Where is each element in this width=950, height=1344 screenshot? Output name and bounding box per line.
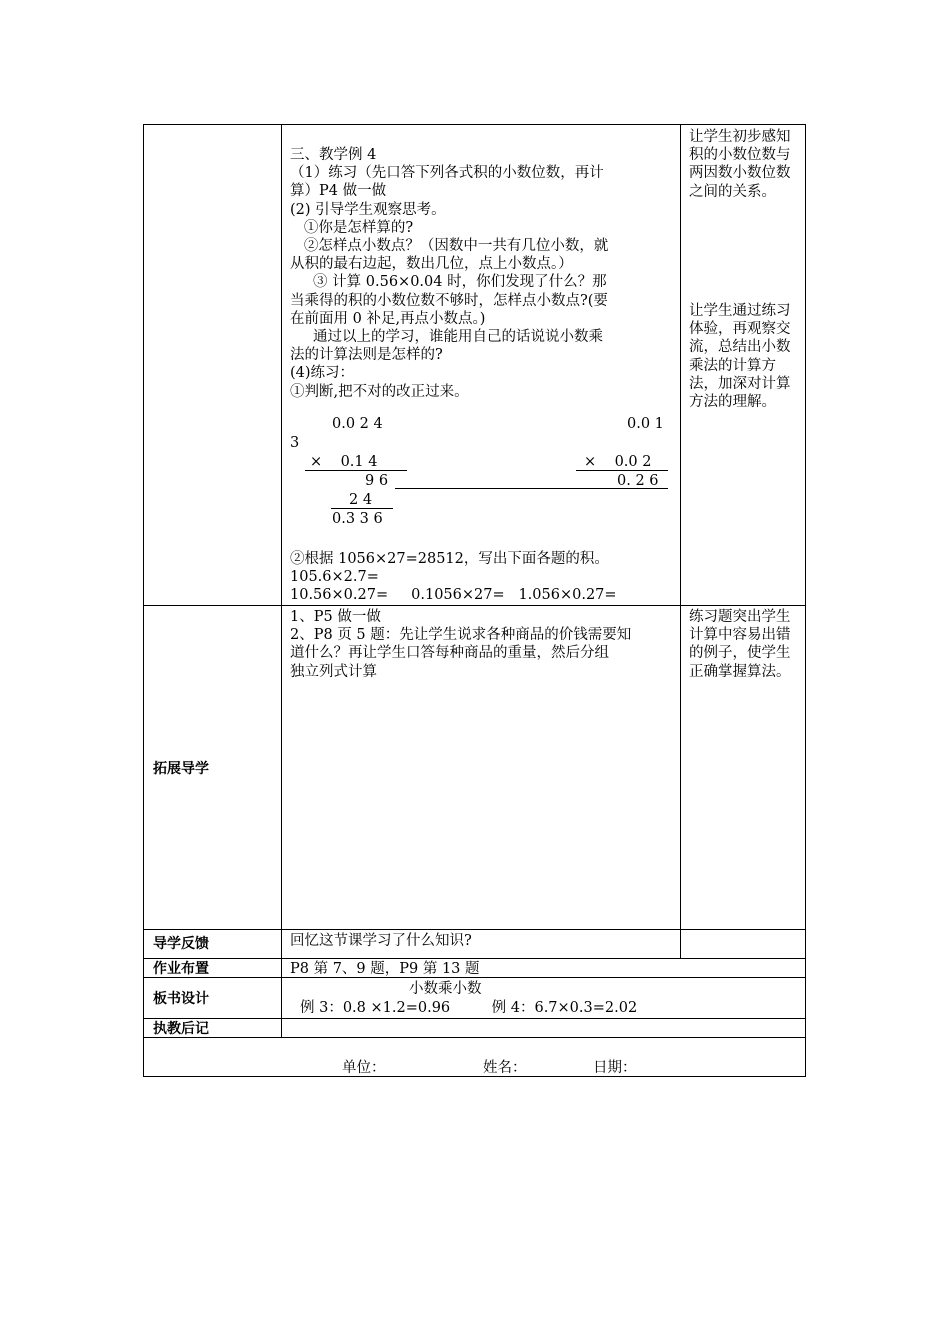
- calc-left-multiplier: × 0.1 4: [310, 454, 378, 470]
- calc-left-result: 0.3 3 6: [332, 511, 383, 527]
- footer-name-label: 姓名：: [483, 1060, 527, 1076]
- content-line: 105.6×2.7=: [290, 569, 379, 586]
- feedback-content: 回忆这节课学习了什么知识?: [290, 933, 472, 949]
- content-line: ①你是怎样算的?: [290, 219, 414, 236]
- calc-left-carry: 3: [290, 435, 300, 451]
- table-border-bottom: [143, 1076, 806, 1077]
- calc-left-underline: [305, 470, 407, 471]
- content-line: (4)练习：: [290, 365, 355, 382]
- design-note: 让学生通过练习体验，再观察交流，总结出小数乘法的计算方法，加深对计算方法的理解。: [689, 303, 791, 411]
- calc-right-result: 0. 2 6: [617, 473, 659, 489]
- row-divider: [143, 605, 806, 606]
- practice-2-block: [290, 550, 675, 605]
- row-divider: [143, 958, 806, 959]
- calc-left-top: 0.0 2 4: [332, 416, 383, 432]
- content-line: 独立列式计算: [290, 663, 377, 680]
- footer-unit-label: 单位：: [342, 1060, 386, 1076]
- row-divider: [143, 929, 806, 930]
- content-line: 通过以上的学习，谁能用自己的话说说小数乘: [290, 329, 604, 346]
- extension-block: [290, 608, 675, 681]
- content-line: (2) 引导学生观察思考。: [290, 201, 446, 218]
- teaching-example-block: [290, 146, 675, 401]
- row-label-extension: 拓展导学: [153, 761, 209, 777]
- content-line: 算）P4 做一做: [290, 183, 387, 200]
- content-line: ②怎样点小数点？（因数中一共有几位小数，就: [290, 238, 609, 255]
- column-divider: [281, 124, 282, 1037]
- table-border-left: [143, 124, 144, 1077]
- row-label-board-design: 板书设计: [153, 991, 209, 1007]
- footer-date-label: 日期：: [593, 1060, 637, 1076]
- calc-right-underline: [576, 470, 668, 471]
- board-examples: 例 3：0.8 ×1.2=0.96 例 4：6.7×0.3=2.02: [300, 1000, 638, 1016]
- row-divider: [143, 1037, 806, 1038]
- content-line: 2、P8 页 5 题：先让学生说求各种商品的价钱需要知: [290, 627, 632, 644]
- content-line: 法的计算法则是怎样的?: [290, 347, 443, 364]
- calc-left-underline-2: [331, 508, 393, 509]
- calc-left-partial-1: 9 6: [365, 473, 389, 489]
- table-border-right: [805, 124, 806, 1077]
- content-line: 当乘得的积的小数位数不够时，怎样点小数点?(要: [290, 292, 608, 309]
- content-line: ②根据 1056×27=28512，写出下面各题的积。: [290, 551, 609, 567]
- content-line: ③ 计算 0.56×0.04 时，你们发现了什么？那: [290, 274, 607, 291]
- homework-content: P8 第 7、9 题，P9 第 13 题: [290, 961, 480, 977]
- row-label-homework: 作业布置: [153, 961, 209, 977]
- board-title: 小数乘小数: [409, 981, 482, 997]
- content-line: 道什么？再让学生口答每种商品的重量，然后分组: [290, 645, 609, 662]
- content-line: （1）练习（先口答下列各式积的小数位数，再计: [290, 165, 604, 182]
- row-divider: [143, 1018, 806, 1019]
- calc-right-multiplier: × 0.0 2: [584, 454, 652, 470]
- table-border-top: [143, 124, 806, 125]
- calc-right-top: 0.0 1: [627, 416, 664, 432]
- content-line: 从积的最右边起，数出几位，点上小数点。）: [290, 256, 573, 273]
- content-line: 在前面用 0 补足,再点小数点。): [290, 310, 486, 327]
- content-line: 10.56×0.27= 0.1056×27= 1.056×0.27=: [290, 587, 617, 604]
- content-line: 1、P5 做一做: [290, 609, 381, 625]
- content-line: 三、教学例 4: [290, 147, 377, 163]
- design-note: 练习题突出学生计算中容易出错的例子，使学生正确掌握算法。: [689, 609, 791, 680]
- content-line: ①判断,把不对的改正过来。: [290, 383, 469, 400]
- design-note: 让学生初步感知积的小数位数与两因数小数位数之间的关系。: [689, 129, 791, 200]
- column-divider: [680, 124, 681, 958]
- calc-left-partial-2: 2 4: [349, 492, 373, 508]
- row-label-feedback: 导学反馈: [153, 936, 209, 952]
- row-label-reflection: 执教后记: [153, 1021, 209, 1037]
